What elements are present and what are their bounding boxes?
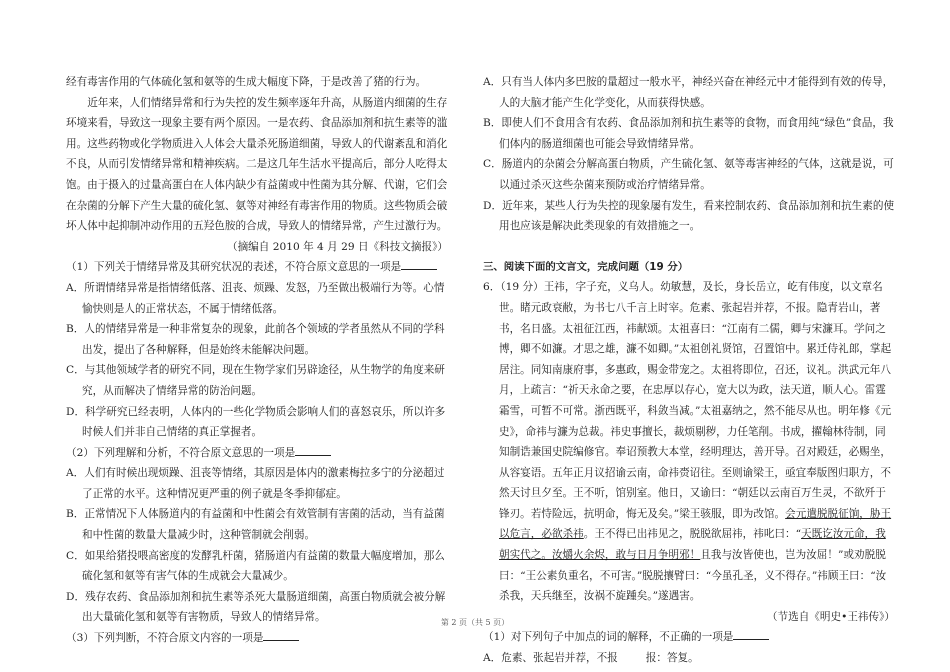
classical-source: （节选自《明史•王祎传》） — [766, 610, 895, 623]
classical-text: 且我与汝皆使也，岂为汝屈！”或劝脱脱曰：“王公素负重名，不可害。”脱脱攘臂曰：“今虽孔圣，义不得存。”祎顾王曰：“汝杀我，天兵继至，汝祸不旋踵矣。”遂遇害。 — [499, 549, 887, 603]
answer-blank — [263, 630, 299, 641]
spacer — [483, 237, 895, 257]
underlined-sentence-2: 天既讫汝元命，我朝实代之。汝爝火余烬，敢与日月争明邪！ — [499, 528, 886, 562]
passage-paragraph: 经有毒害作用的气体硫化氢和氨等的生成大幅度下降，于是改善了猪的行为。 — [66, 76, 427, 88]
question-2-option-a: A．人们有时候出现烦躁、沮丧等情绪，其原因是体内的激素梅拉多宁的分泌超过了正常的水平。这种情况更严重的例子就是冬季抑郁症。 — [66, 467, 445, 500]
passage-source: （摘编自 2010 年 4 月 29 日《科技文摘报》） — [227, 240, 448, 253]
question-text: （1）对下列句子中加点的词的解释，不正确的一项是 — [483, 631, 734, 644]
sub-question-1-option-a — [483, 648, 895, 669]
answer-blank — [733, 629, 769, 640]
question-text: （1）下列关于情绪异常及其研究状况的表述，不符合原文意思的一项是 — [66, 261, 402, 274]
section-3-title: 三、阅读下面的文言文，完成问题（19 分） — [483, 260, 689, 273]
right-column — [483, 72, 895, 669]
question-3-option-b: B．即使人们不食用含有农药、食品添加剂和抗生素等的食物，而食用纯“绿色”食品，我们体内的肠道细菌也可能会导致情绪异常。 — [483, 117, 894, 150]
question-3-stem — [66, 628, 448, 649]
page-footer: 第 2 页（共 5 页） — [440, 618, 510, 627]
question-1-option-c: C．与其他领域学者的研究不同，现在生物学家们另辟途径，从生物学的角度来研究，从而解决了情绪异常的防治问题。 — [66, 364, 445, 397]
question-text: （2）下列理解和分析，不符合原文意思的一项是 — [66, 446, 296, 459]
option-sentence: A．危素、张起岩并荐，不报 — [483, 652, 618, 665]
question-3-option-c: C．肠道内的杂菌会分解高蛋白物质，产生硫化氢、氨等毒害神经的气体，这就是说，可以通过杀灭这些杂菌来预防或治疗情绪异常。 — [483, 158, 894, 191]
question-3-option-a: A．只有当人体内多巴胺的量超过一般水平，神经兴奋在神经元中才能得到有效的传导，人的大脑才能产生化学变化，从而获得快感。 — [483, 76, 894, 109]
question-1-stem — [66, 257, 448, 278]
question-2-stem — [66, 443, 448, 464]
passage-paragraph: 近年来，人们情绪异常和行为失控的发生频率逐年升高，从肠道内细菌的生存环境来看，导致这一现象主要有两个原因。一是农药、食品添加剂和抗生素等的滥用。这些药物或化学物质进入人体会大量杀死肠道细菌，导致人的代谢紊乱和消化不良，从而引发情绪异常和精神疾病。二是这几年生活水平提高后，部分人吃得太饱。由于摄入的过量高蛋白在人体内缺少有益菌或中性菌为其分解、代谢，它们会在杂菌的分解下产生大量的硫化氢、氨等对神经有毒害作用的物质。这些物质会破坏人体中起抑制冲动作用的五羟色胺的合成，导致人的情绪异常，产生过激行为。 — [66, 96, 448, 233]
classical-text: 。王不得已出祎见之，脱脱欲屈祎，祎叱曰：“ — [583, 528, 802, 541]
question-2-option-c: C．如果给猪投喂高密度的发酵乳杆菌，猪肠道内有益菌的数量大幅度增加，那么硫化氢和氨等有害气体的生成就会大量减少。 — [66, 549, 445, 583]
sub-question-1-stem — [483, 627, 895, 648]
question-6-passage — [483, 277, 895, 607]
option-gloss: 报：答复。 — [645, 652, 699, 665]
question-number: 6． — [483, 281, 501, 294]
question-text: （3）下列判断，不符合原文内容的一项是 — [66, 632, 264, 645]
classical-text: 王祎，字子充，义乌人。幼敏慧，及长，身长岳立，屹有伟度，以文章名世。睹元政衰敝，为书七八千言上时宰。危素、张起岩并荐，不报。隐青岩山，著书，名日盛。太祖征江西，祎献颂。太祖喜曰：“江南有二儒，卿与宋濂耳。学问之博，卿不如濂。才思之雄，濂不如卿。”太祖创礼贤馆，召置馆中。累迁侍礼郎，掌起居注。同知南康府事，多惠政，赐金带宠之。太祖将即位，召还，议礼。洪武元年八月，上疏言：“祈天永命之要，在忠厚以存心，宽大以为政，法天道，顺人心。雷霆霜雪，可暂不可常。浙西既平，科敛当减。”太祖嘉纳之，然不能尽从也。明年修《元史》，命祎与濂为总裁。祎史事擅长，裁烦剔秽，力任笔削。书成，擢翰林待制，同知制诰兼国史院编修官。奉诏预教大本堂，经明理达，善开导。召对殿廷，必赐坐，从容宴语。五年正月议招谕云南，命祎赍诏往。至则谕梁王，亟宜奉版图归职方，不然天讨旦夕至。王不听，馆别室。他日，又谕曰：“朝廷以云南百万生灵，不欲歼于锋刃。若恃险远，抗明命，悔无及矣。”梁王骇服，即为改馆。 — [499, 281, 892, 520]
question-2-option-d: D．残存农药、食品添加剂和抗生素等杀死大量肠道细菌，高蛋白物质就会被分解出大量硫化氢和氨等有害物质，导致人的情绪异常。 — [66, 590, 446, 624]
answer-blank — [401, 259, 437, 270]
question-1-option-d: D．科学研究已经表明，人体内的一些化学物质会影响人们的喜怒哀乐，所以许多时候人们并非自己情绪的真正掌握者。 — [66, 405, 446, 439]
question-1-option-b: B．人的情绪异常是一种非常复杂的现象，此前各个领域的学者虽然从不同的学科出发，提出了各种解释，但是始终未能解决问题。 — [66, 323, 445, 356]
question-score: （19 分） — [500, 281, 544, 294]
answer-blank — [295, 445, 331, 456]
underlined-sentence-1: 会元遣脱脱征饷，胁王以危言，必欲杀祎 — [499, 507, 892, 541]
question-3-option-d: D．近年来，某些人行为失控的现象屡有发生，看来控制农药、食品添加剂和抗生素的使用也应该是解决此类现象的有效措施之一。 — [483, 199, 895, 233]
question-2-option-b: B．正常情况下人体肠道内的有益菌和中性菌会有效管制有害菌的活动，当有益菌和中性菌的数量大量减少时，这种管制就会削弱。 — [66, 508, 445, 542]
question-1-option-a: A．所谓情绪异常是指情绪低落、沮丧、烦躁、发怒，乃至做出极端行为等。心情愉快则是人的正常状态，不属于情绪低落。 — [66, 281, 445, 315]
left-column — [66, 72, 448, 649]
